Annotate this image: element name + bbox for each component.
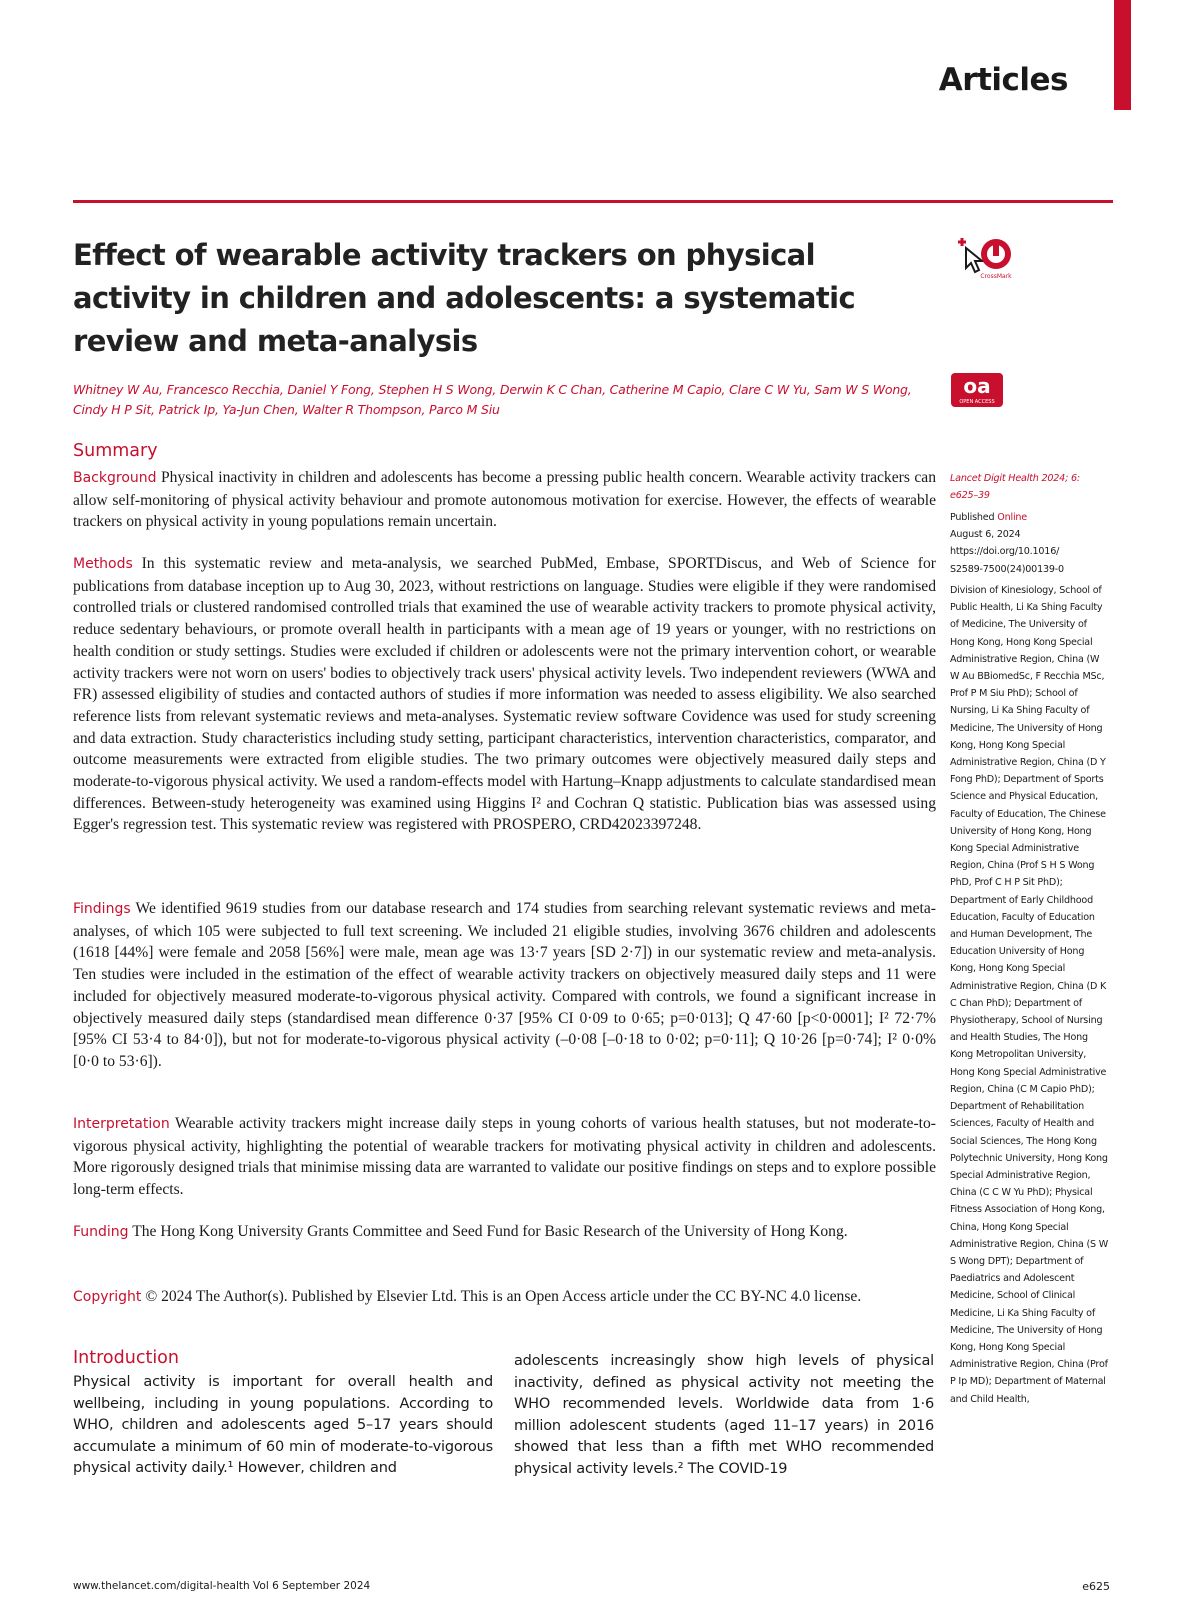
abstract-label-interpretation: Interpretation [73, 1116, 170, 1132]
abstract-text-funding: The Hong Kong University Grants Committee and Seed Fund for Basic Research of the University of Hong Kong. [128, 1223, 848, 1240]
abstract-text-interpretation: Wearable activity trackers might increase daily steps in young cohorts of various health statuses, but not moderate-to-vigorous physical activity, highlighting the potential of wearable trackers for motivating physical activity in children and adolescents. More rigorously designed trials that minimise missing data are warranted to validate our positive findings on steps and to explore possible long-term effects. [73, 1115, 936, 1199]
citation-note: Lancet Digit Health 2024; 6: e625–39 [950, 473, 1080, 501]
abstract-methods [73, 553, 936, 836]
introduction-heading: Introduction [73, 1348, 179, 1368]
author-affiliations: Division of Kinesiology, School of Public Health, Li Ka Shing Faculty of Medicine, The University of Hong Kong, Hong Kong Special Administrative Region, China (W W Au BBiomedSc, F Recchia MSc, Prof P M Siu PhD); School of Nursing, Li Ka Shing Faculty of Medicine, The University of Hong Kong, Hong Kong Special Administrative Region, China (D Y Fong PhD); Department of Sports Science and Physical Education, Faculty of Education, The Chinese University of Hong Kong, Hong Kong Special Administrative Region, China (Prof S H S Wong PhD, Prof C H P Sit PhD); Department of Early Childhood Education, Faculty of Education and Human Development, The Education University of Hong Kong, Hong Kong Special Administrative Region, China (D K C Chan PhD); Department of Physiotherapy, School of Nursing and Health Studies, The Hong Kong Metropolitan University, Hong Kong Special Administrative Region, China (C M Capio PhD); Department of Rehabilitation Sciences, Faculty of Health and Social Sciences, The Hong Kong Polytechnic University, Hong Kong Special Administrative Region, China (C C W Yu PhD); Physical Fitness Association of Hong Kong, China, Hong Kong Special Administrative Region, China (S W S Wong DPT); Department of Paediatrics and Adolescent Medicine, School of Clinical Medicine, Li Ka Shing Faculty of Medicine, The University of Hong Kong, Hong Kong Special Administrative Region, China (Prof P Ip MD); Department of Maternal and Child Health, [950, 585, 1109, 1405]
abstract-label-background: Background [73, 470, 157, 486]
abstract-text-findings: We identified 9619 studies from our database research and 174 studies from searching relevant systematic reviews and meta-analyses, of which 105 were subjected to full text screening. We included 21 eligible studies, involving 3676 children and adolescents (1618 [44%] were female and 2058 [56%] were male, mean age was 13·7 years [SD 2·7]) in our systematic review and meta-analysis. Ten studies were included in the estimation of the effect of wearable activity trackers on objectively measured daily steps and 11 were included for objectively measured moderate-to-vigorous physical activity. Compared with controls, we found a significant increase in objectively measured daily steps (standardised mean difference 0·37 [95% CI 0·09 to 0·65; p=0·013]; Q 47·60 [p<0·0001]; I² 72·7% [95% CI 53·4 to 84·0]), but not for moderate-to-vigorous physical activity (–0·08 [–0·18 to 0·02; p=0·11]; Q 10·26 [p=0·74]; I² 0·0% [0·0 to 53·6]). [73, 900, 936, 1070]
introduction-column-1: Physical activity is important for overall health and wellbeing, including in young populations. According to WHO, children and adolescents aged 5–17 years should accumulate a minimum of 60 min of moderate-to-vigorous physical activity daily.¹ However, children and [73, 1374, 493, 1477]
header-rule [73, 200, 1113, 203]
abstract-findings [73, 898, 936, 1073]
abstract-label-methods: Methods [73, 556, 133, 572]
open-access-sublabel: OPEN ACCESS [959, 399, 995, 405]
abstract-funding [73, 1221, 936, 1244]
section-color-tab [1114, 0, 1131, 110]
abstract-label-copyright: Copyright [73, 1289, 142, 1305]
published-prefix: Published [950, 512, 998, 523]
open-access-badge [951, 373, 1003, 407]
abstract-text-background: Physical inactivity in children and adolescents has become a pressing public health concern. Wearable activity trackers can allow self-monitoring of physical activity behaviour and promote autonomous motivation for exercise. However, the effects of wearable trackers on physical activity in young populations remain uncertain. [73, 469, 936, 531]
author-list: Whitney W Au, Francesco Recchia, Daniel Y Fong, Stephen H S Wong, Derwin K C Chan, Catherine M Capio, Clare C W Yu, Sam W S Wong, Cindy H P Sit, Patrick Ip, Ya-Jun Chen, Walter R Thompson, Parco M Siu [73, 382, 912, 417]
abstract-background [73, 467, 936, 533]
page-number: e625 [1082, 1580, 1110, 1593]
open-access-label: oa [963, 374, 991, 398]
abstract-label-findings: Findings [73, 901, 131, 917]
abstract-text-methods: In this systematic review and meta-analysis, we searched PubMed, Embase, SPORTDiscus, and Web of Science for publications from database inception up to Aug 30, 2023, without restrictions on language. Studies were eligible if they were randomised controlled trials or clustered randomised controlled trials that examined the use of wearable activity trackers to promote physical activity, reduce sedentary behaviours, or promote overall health in participants with a mean age of 19 years or younger, with no restrictions on health condition or study settings. Studies were excluded if children or adolescents were not the primary intervention cohort, or wearable activity trackers were not worn on users' bodies to objectively track users' physical activity levels. Two independent reviewers (WWA and FR) assessed eligibility of studies and contacted authors of studies if more information was needed to assess eligibility. We also searched reference lists from relevant systematic reviews and meta-analyses. Systematic review software Covidence was used for study screening and data extraction. Study characteristics including study setting, participant characteristics, intervention characteristics, comparator, and outcome measurements were extracted from eligible studies. The two primary outcomes were objectively measured daily steps and moderate-to-vigorous physical activity. We used a random-effects model with Hartung–Knapp adjustments to calculate standardised mean differences. Between-study heterogeneity was examined using Higgins I² and Cochran Q statistic. Publication bias was assessed using Egger's regression test. This systematic review was registered with PROSPERO, CRD42023397248. [73, 555, 936, 834]
abstract-interpretation [73, 1113, 936, 1201]
abstract-label-funding: Funding [73, 1224, 129, 1240]
publication-info [950, 509, 1110, 578]
article-title: Effect of wearable activity trackers on physical activity in children and adolescents: a systematic review and meta-analysis [73, 238, 856, 358]
section-label: Articles [938, 62, 1068, 98]
summary-heading: Summary [73, 441, 158, 461]
abstract-copyright [73, 1286, 936, 1309]
introduction-column-2: adolescents increasingly show high levels of physical inactivity, defined as physical activity not meeting the WHO recommended levels. Worldwide data from 1·6 million adolescent students (aged 11–17 years) in 2016 showed that less than a fifth met WHO recommended physical activity levels.² The COVID-19 [514, 1353, 934, 1477]
published-details[interactable]: August 6, 2024 https://doi.org/10.1016/ S2589-7500(24)00139-0 [950, 529, 1064, 575]
crossmark-icon[interactable] [954, 236, 1014, 280]
footer-journal[interactable]: www.thelancet.com/digital-health Vol 6 September 2024 [73, 1580, 371, 1592]
crossmark-text: CrossMark [980, 273, 1012, 280]
published-online-label: Online [997, 512, 1027, 523]
abstract-text-copyright: © 2024 The Author(s). Published by Elsevier Ltd. This is an Open Access article under the CC BY-NC 4.0 license. [141, 1288, 862, 1305]
